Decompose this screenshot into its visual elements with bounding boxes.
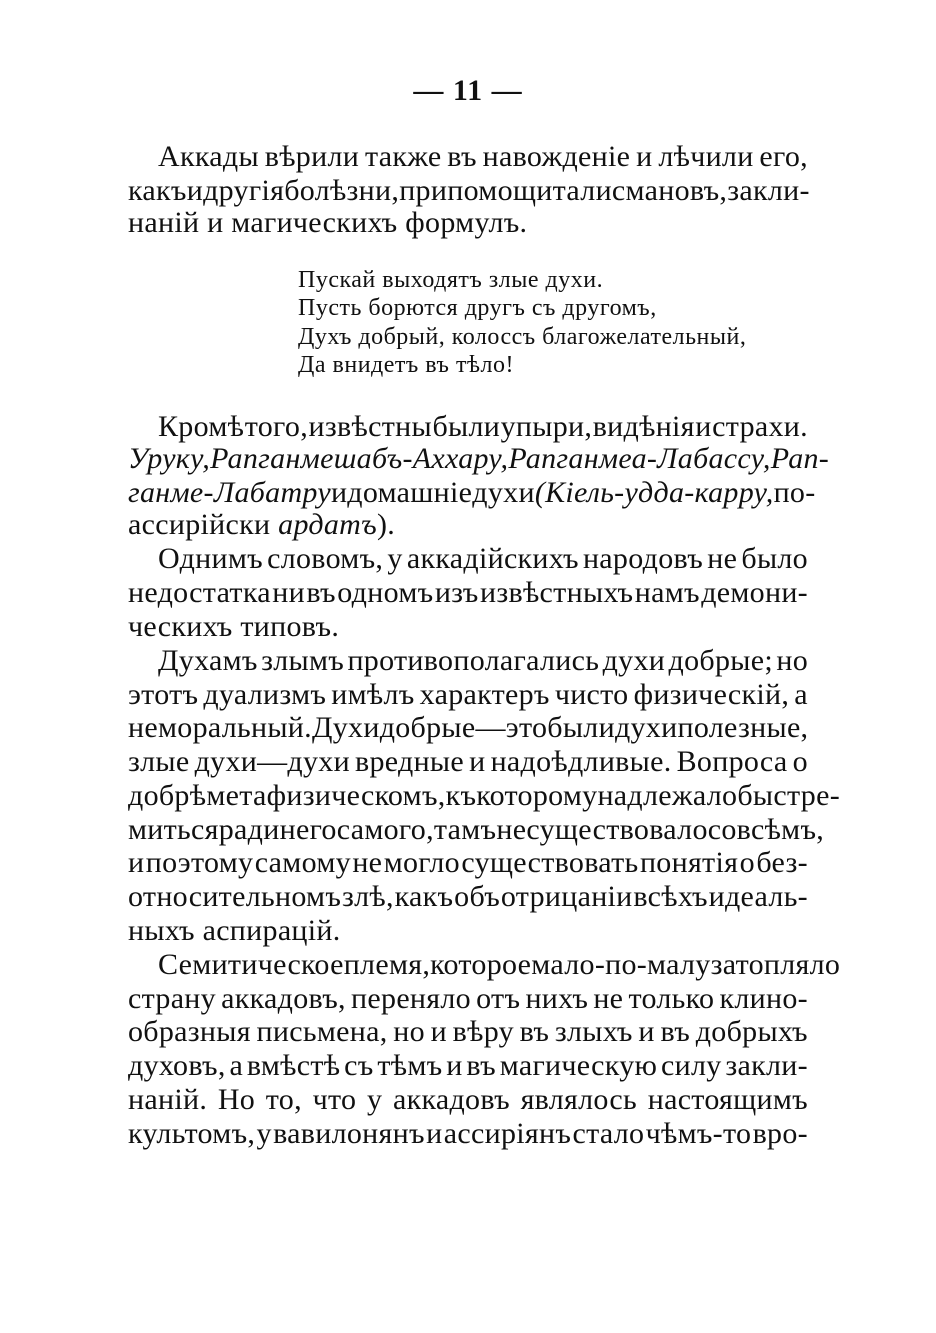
word: злымъ	[261, 644, 345, 677]
word: вѣру	[452, 1015, 514, 1048]
word: было	[741, 542, 808, 575]
word: Кромѣ	[158, 410, 245, 443]
word: самого,	[336, 813, 434, 846]
word: идеаль-	[708, 880, 808, 913]
word: духовъ,	[128, 1049, 226, 1082]
paragraph-2-line-2	[128, 442, 830, 476]
word: по-	[773, 476, 816, 509]
word: злѣ,	[341, 880, 394, 913]
word: силу	[661, 1049, 722, 1082]
word: а	[229, 1049, 244, 1082]
word: въ	[306, 576, 336, 609]
word: также	[364, 140, 442, 173]
word: переняло	[351, 982, 471, 1015]
word: которому	[476, 779, 598, 812]
word: ради	[218, 813, 280, 846]
word: что	[312, 1083, 357, 1116]
word: извѣстны	[308, 410, 432, 443]
word: лѣчили	[658, 140, 754, 173]
word: тамъ	[433, 813, 497, 846]
paragraph-5-line-6	[128, 1117, 808, 1151]
word: Однимъ	[158, 542, 263, 575]
paragraph-3-line-3: ческихъ типовъ.	[128, 610, 340, 643]
demon-name-kiel-udda-karru: (Кіель-удда-карру,	[534, 476, 774, 509]
word: недостатка	[128, 576, 271, 609]
word: намъ	[634, 576, 700, 609]
demon-name-rapganme-start: Рап-	[770, 442, 830, 475]
word: только	[628, 982, 715, 1015]
word: аккадовъ,	[221, 982, 346, 1015]
paragraph-4-line-4	[128, 745, 808, 779]
word: извѣстныхъ	[480, 576, 634, 609]
word: о	[792, 745, 808, 778]
paragraph-1-line-3: наній и магическихъ формулъ.	[128, 206, 528, 239]
word: самому	[254, 846, 351, 879]
word: аккадійскихъ	[406, 542, 579, 575]
word: поэтому	[145, 846, 254, 879]
word: клино-	[719, 982, 808, 1015]
word: имѣлъ	[331, 678, 415, 711]
word: одномъ	[337, 576, 434, 609]
word: ассирійски	[128, 508, 271, 541]
word: и	[636, 140, 653, 173]
word: духи	[472, 476, 535, 509]
word: злые	[128, 745, 190, 778]
word: того,	[244, 410, 309, 443]
word: вредные	[355, 745, 465, 778]
word: помощи	[447, 174, 553, 207]
word: характеръ	[419, 678, 550, 711]
poem-line-1: Пускай выходятъ злые духи.	[298, 267, 604, 293]
word: полезные,	[677, 711, 809, 744]
word: и	[426, 1117, 443, 1150]
demon-name-ardat: ардатъ	[278, 508, 377, 541]
word: физическій,	[633, 678, 790, 711]
word: закли-	[725, 1049, 808, 1082]
word: Духи	[311, 711, 380, 744]
word: наній.	[128, 1083, 208, 1116]
paragraph-4-line-8	[128, 880, 808, 914]
word: мало-по-малу	[531, 948, 711, 981]
word: злыхъ	[554, 1015, 633, 1048]
word: страхи.	[712, 410, 808, 443]
word: чисто	[554, 678, 629, 711]
word: дуализмъ	[203, 678, 327, 711]
word: миться	[128, 813, 219, 846]
word: вмѣстѣ	[246, 1049, 341, 1082]
word: моральный.	[157, 711, 312, 744]
word: были	[547, 711, 615, 744]
paragraph-4-line-5	[128, 779, 840, 813]
word: племя,	[343, 948, 431, 981]
word: въ	[519, 1015, 550, 1048]
paragraph-4-line-9: ныхъ аспирацій.	[128, 914, 341, 947]
demon-name-labatru: ганме-Лабатру	[128, 476, 331, 509]
word: въ	[466, 1049, 496, 1082]
word: его,	[759, 140, 808, 173]
word: чѣмъ-то	[645, 1117, 752, 1150]
word: вавилонянъ	[273, 1117, 425, 1150]
word: вѣрили	[264, 140, 360, 173]
word: и	[469, 745, 486, 778]
word: ).	[376, 508, 396, 541]
word: нихъ	[525, 982, 589, 1015]
word: тѣмъ	[377, 1049, 443, 1082]
word: добрыхъ	[695, 1015, 808, 1048]
word: духи	[602, 644, 666, 677]
word: добрые;	[668, 644, 773, 677]
word: и	[186, 174, 204, 207]
paragraph-1-line-1	[158, 140, 808, 174]
word: Семитическое	[158, 948, 344, 981]
word: затопляло	[710, 948, 841, 981]
paragraph-2-line-4	[128, 508, 395, 542]
word: о	[739, 846, 755, 879]
paragraph-4-line-3	[128, 711, 808, 745]
word: при	[399, 174, 448, 207]
word: то,	[265, 1083, 302, 1116]
paragraph-4-line-7	[128, 846, 808, 880]
word: изъ	[434, 576, 479, 609]
word: домашніе	[347, 476, 473, 509]
paragraph-2-line-1	[158, 410, 808, 444]
word: страну	[128, 982, 216, 1015]
word: вро-	[752, 1117, 808, 1150]
word: могло	[383, 846, 460, 879]
word: существовать	[461, 846, 639, 879]
word: стало	[572, 1117, 645, 1150]
poem-line-4: Да внидетъ въ тѣло!	[298, 352, 514, 378]
word: магическую	[499, 1049, 658, 1082]
word: и	[446, 1049, 463, 1082]
paragraph-4-line-1	[158, 644, 808, 678]
word: а	[794, 678, 808, 711]
word: съ	[344, 1049, 374, 1082]
word: надоѣдливые.	[490, 745, 672, 778]
word: объ	[454, 880, 501, 913]
word: отъ	[476, 982, 521, 1015]
word: и	[695, 410, 712, 443]
word: видѣнія	[592, 410, 695, 443]
word: метафизическомъ,	[206, 779, 446, 812]
word: Аккады	[158, 140, 259, 173]
word: него	[279, 813, 337, 846]
word: бы	[737, 779, 774, 812]
paragraph-5-line-3	[128, 1015, 808, 1049]
word: демони-	[701, 576, 808, 609]
word: ни	[272, 576, 305, 609]
word: духи	[614, 711, 678, 744]
word: существовало	[526, 813, 708, 846]
word: закли-	[727, 174, 810, 207]
word: въ	[447, 140, 477, 173]
paragraph-3-line-2	[128, 576, 808, 610]
paragraph-5-line-1	[158, 948, 841, 982]
word: но	[393, 1015, 425, 1048]
word: и	[638, 1015, 655, 1048]
word: другія	[203, 174, 285, 207]
word: понятія	[639, 846, 739, 879]
paragraph-4-line-6	[128, 813, 825, 847]
word: у	[387, 542, 403, 575]
poem-line-3: Духъ добрый, колоссъ благожелательный,	[298, 324, 747, 350]
word: навожденіе	[482, 140, 631, 173]
word: стре-	[773, 779, 840, 812]
word: добрые—это	[379, 711, 548, 744]
word: надлежало	[597, 779, 738, 812]
word: всѣхъ	[633, 880, 708, 913]
word: у	[256, 1117, 272, 1150]
word: Духамъ	[158, 644, 258, 677]
word: письмена,	[256, 1015, 388, 1048]
demon-name-rapganmea: Рапганмеа-Лабассу,	[508, 442, 771, 475]
word: и	[430, 1015, 447, 1048]
word: у	[366, 1083, 383, 1116]
word: къ	[445, 779, 477, 812]
word: и	[128, 846, 145, 879]
word: въ	[660, 1015, 691, 1048]
word: духи—духи	[194, 745, 350, 778]
word: болѣзни,	[284, 174, 400, 207]
page-number: — 11 —	[413, 74, 523, 107]
word: являлось	[520, 1083, 638, 1116]
paragraph-5-line-5	[128, 1083, 808, 1117]
word: без-	[756, 846, 808, 879]
paragraph-5-line-4	[128, 1049, 808, 1083]
demon-name-rapganmeshab: Рапганмешабъ-Аххару,	[210, 442, 509, 475]
word: противополагались	[347, 644, 600, 677]
word: какъ	[128, 174, 187, 207]
word: не	[593, 982, 624, 1015]
word: не	[496, 813, 527, 846]
word: настоящимъ	[647, 1083, 808, 1116]
word: не	[352, 846, 383, 879]
word: но	[776, 644, 808, 677]
word: Вопроса	[676, 745, 788, 778]
word: аккадовъ	[392, 1083, 510, 1116]
word: какъ	[394, 880, 454, 913]
paragraph-1-line-2	[128, 174, 808, 208]
word: упыри,	[500, 410, 593, 443]
word: совсѣмъ,	[707, 813, 825, 846]
word: образныя	[128, 1015, 251, 1048]
word: словомъ,	[267, 542, 384, 575]
paragraph-4-line-2	[128, 678, 808, 712]
paragraph-3-line-1	[158, 542, 808, 576]
word: отрицаніи	[500, 880, 633, 913]
word: были	[432, 410, 501, 443]
word: талисмановъ,	[552, 174, 728, 207]
demon-name-uruku: Уруку,	[128, 442, 211, 475]
word: и	[330, 476, 348, 509]
word: народовъ	[582, 542, 704, 575]
paragraph-2-line-3	[128, 476, 816, 510]
word: не	[128, 711, 158, 744]
word: которое	[430, 948, 532, 981]
word: добрѣ	[128, 779, 207, 812]
word: этотъ	[128, 678, 199, 711]
word: ассиріянъ	[443, 1117, 572, 1150]
paragraph-5-line-2	[128, 982, 808, 1016]
word: относительномъ	[128, 880, 342, 913]
poem-line-2: Пусть борются другъ съ другомъ,	[298, 295, 657, 321]
word: не	[707, 542, 738, 575]
word: Но	[217, 1083, 256, 1116]
word: культомъ,	[128, 1117, 256, 1150]
